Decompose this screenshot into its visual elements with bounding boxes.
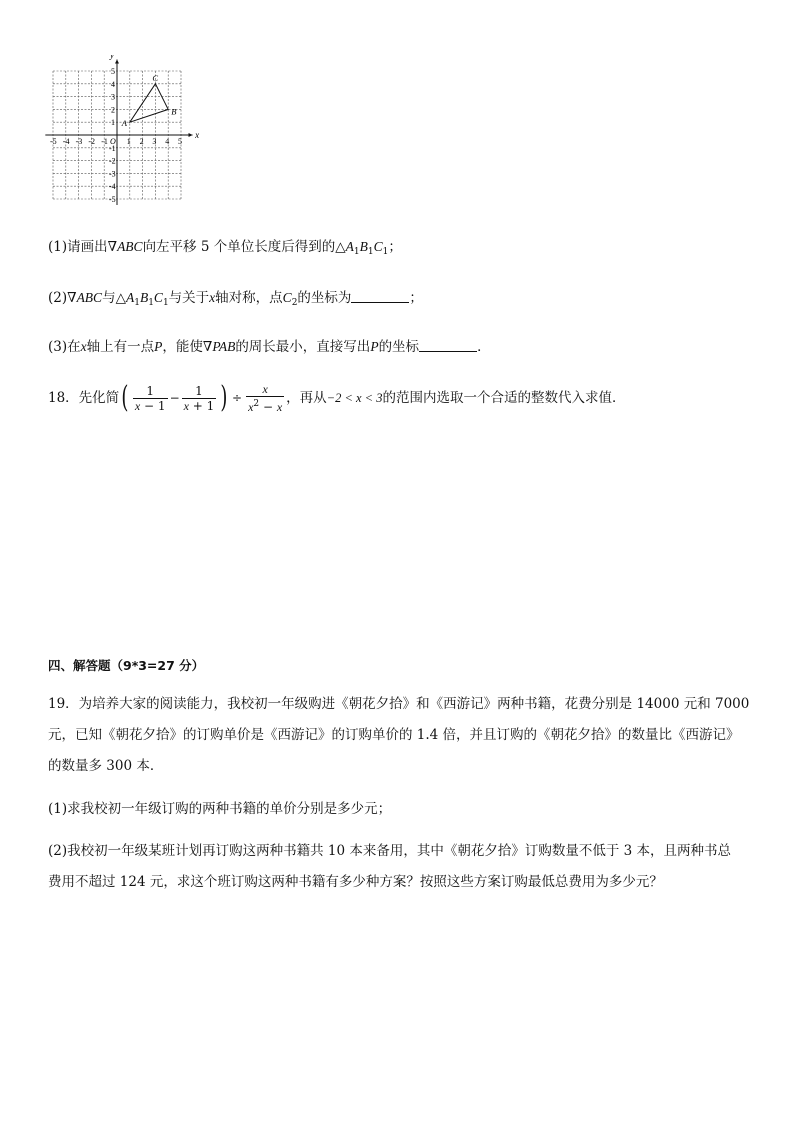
q17-p1-mid: 向左平移 5 个单位长度后得到的 xyxy=(142,239,336,255)
q19-part2 xyxy=(48,836,752,898)
q19-line2: 元，已知《朝花夕拾》的订购单价是《西游记》的订购单价的 1.4 倍，并且订购的《朝花夕拾》的数量比《西游记》 xyxy=(48,727,740,743)
triangle-edges xyxy=(130,84,168,122)
y-tick-label: -5 xyxy=(109,195,116,204)
y-tick-label: -4 xyxy=(109,182,116,192)
q17-p3-mid3: 的周长最小，直接写出 xyxy=(235,339,371,355)
section-heading xyxy=(48,657,204,675)
q18-end: 的范围内选取一个合适的整数代入求值． xyxy=(382,390,626,406)
x-tick-label: 5 xyxy=(178,137,182,146)
q19-part2-line2: 费用不超过 124 元，求这个班订购这两种书籍有多少种方案？按照这些方案订购最低总费用为多少元？ xyxy=(48,874,663,890)
x-tick-label: 3 xyxy=(152,137,157,146)
fraction-1-over-x-minus-1: $\frac{1}{x - 1}$ xyxy=(134,383,166,413)
y-tick-label: 2 xyxy=(111,105,115,115)
q17-part2 xyxy=(48,289,423,312)
q19-part1-text: (1)求我校初一年级订购的两种书籍的单价分别是多少元； xyxy=(48,801,392,817)
fraction-1-over-x-plus-1: $\frac{1}{x + 1}$ xyxy=(183,383,215,413)
q17-p1-end: ； xyxy=(388,239,402,255)
y-tick-label: 4 xyxy=(111,79,115,89)
q19-line3: 的数量多 300 本． xyxy=(48,758,164,774)
y-tick-label: 5 xyxy=(111,67,115,76)
q17-part3 xyxy=(48,338,491,356)
q17-p2-axis: x xyxy=(209,290,216,305)
point-label-a: A xyxy=(121,118,128,129)
q17-p3-mid1: 轴上有一点 xyxy=(86,339,155,355)
nabla-symbol: ∇ xyxy=(67,290,77,306)
x-tick-label: -3 xyxy=(75,137,83,146)
y-tick-label: -3 xyxy=(109,169,116,179)
q17-p2-mid4: 的坐标为 xyxy=(297,290,352,306)
q18-tail: ，再从 xyxy=(286,390,327,406)
triangle-a1b1c1: $\triangle A_1B_1C_1$ xyxy=(115,290,169,308)
q18 xyxy=(48,381,626,415)
answer-blank xyxy=(419,338,477,352)
fraction-x-over-x2-minus-x: $\frac{x}{x^2 - x}$ xyxy=(248,382,283,414)
origin-label: O xyxy=(110,137,116,146)
y-tick-label: 1 xyxy=(111,118,115,128)
x-tick-label: 1 xyxy=(126,137,131,146)
q17-p2-mid2: 与关于 xyxy=(168,290,210,306)
q17-p2-mid1: 与 xyxy=(102,290,116,306)
q17-p2-mid3: 轴对称，点 xyxy=(215,290,283,306)
q17-p3-axis: x xyxy=(80,339,87,354)
nabla-symbol: ∇ xyxy=(202,339,213,355)
q17-p3-mid4: 的坐标 xyxy=(378,339,420,355)
q18-number: 18．先化简 xyxy=(48,390,120,406)
q17-p2-prefix: (2) xyxy=(48,290,68,306)
y-axis-arrow xyxy=(115,59,119,63)
point-c2: $C_2$ xyxy=(282,290,298,308)
q18-range: −2 < x < 3 xyxy=(326,391,383,405)
x-tick-label: -2 xyxy=(88,137,96,146)
q19 xyxy=(48,689,752,782)
q17-p1-prefix: (1)请画出 xyxy=(48,239,108,255)
coordinate-grid-figure xyxy=(44,55,204,205)
x-tick-label: 2 xyxy=(139,137,144,146)
q17-p1-triangle: ABC xyxy=(117,239,143,254)
x-tick-label: -1 xyxy=(101,137,108,146)
q17-p3-mid2: ，能使 xyxy=(162,339,203,355)
q17-p2-end: ； xyxy=(409,290,423,306)
x-axis-arrow xyxy=(189,133,193,137)
q17-p3-point: P xyxy=(154,339,163,354)
y-tick-label: -1 xyxy=(109,143,116,153)
y-axis-label: y xyxy=(110,55,114,61)
q19-part2-line1: (2)我校初一年级某班计划再订购这两种书籍共 10 本来备用，其中《朝花夕拾》订购数量不低于 3 本，且两种书总 xyxy=(48,843,732,859)
q19-line1: 19．为培养大家的阅读能力，我校初一年级购进《朝花夕拾》和《西游记》两种书籍，花费分别是 14000 元和 7000 xyxy=(48,696,750,712)
q17-p3-point2: P xyxy=(370,339,379,354)
q17-p3-triangle: PAB xyxy=(212,339,236,354)
point-label-c: C xyxy=(152,72,159,83)
answer-blank xyxy=(351,289,409,303)
point-label-b: B xyxy=(171,106,177,117)
section-title: 四、解答题（9*3=27 分） xyxy=(48,658,205,673)
q17-part1 xyxy=(48,238,402,261)
x-tick-label: 4 xyxy=(165,137,170,146)
q17-p3-end: ． xyxy=(477,339,491,355)
x-tick-label: -4 xyxy=(62,137,70,146)
q17-p3-prefix: (3)在 xyxy=(48,339,81,355)
x-tick-label: -5 xyxy=(50,137,57,146)
triangle-a1b1c1: $\triangle A_1B_1C_1$ xyxy=(335,239,389,257)
x-axis-label: x xyxy=(195,130,200,140)
q19-part1 xyxy=(48,800,391,818)
y-tick-label: 3 xyxy=(111,92,115,102)
formula: ( $\frac{1}{x - 1}$ − $\frac{1}{x + 1}$ ) ÷ $\frac{x}{x^2 - x}$ xyxy=(121,380,283,415)
nabla-symbol: ∇ xyxy=(107,239,118,255)
axes xyxy=(45,55,199,205)
q17-p2-triangle: ABC xyxy=(76,290,103,305)
y-tick-label: -2 xyxy=(109,156,116,166)
